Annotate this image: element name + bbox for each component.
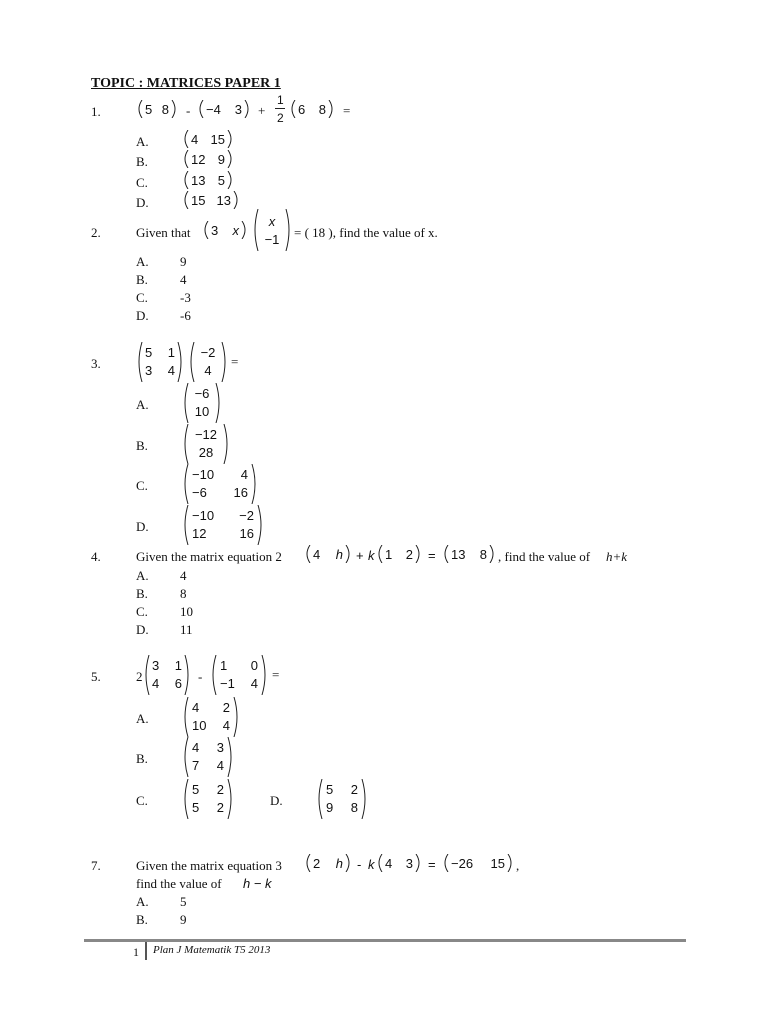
footer-separator xyxy=(145,942,147,960)
option-matrix xyxy=(182,464,258,504)
row-matrix xyxy=(289,100,335,118)
option-value: 5 xyxy=(180,894,187,909)
matrix-cell: 12 xyxy=(191,152,206,167)
option-label[interactable]: C. xyxy=(136,604,148,619)
option-label[interactable]: A. xyxy=(136,134,149,149)
matrix-cell: 0 xyxy=(250,658,258,673)
matrix-cell: −1 xyxy=(264,232,280,247)
matrix-cell: x xyxy=(268,214,276,229)
equals-sign: = xyxy=(343,103,351,118)
option-value: 8 xyxy=(180,586,187,601)
matrix-cell: 8 xyxy=(350,800,358,815)
matrix-cell: −12 xyxy=(194,427,218,442)
matrix-cell: 4 xyxy=(222,718,230,733)
plus-sign: + xyxy=(258,103,266,118)
option-matrix xyxy=(182,130,234,148)
option-label[interactable]: C. xyxy=(136,793,148,808)
equals-sign: = xyxy=(428,548,436,563)
matrix-cell: 3 xyxy=(405,856,413,871)
matrix-cell: 15 xyxy=(210,132,225,147)
matrix-cell: 4 xyxy=(192,700,200,715)
option-value: 11 xyxy=(180,622,193,637)
matrix-cell: 2 xyxy=(350,782,358,797)
option-label[interactable]: B. xyxy=(136,154,148,169)
matrix-cell: 2 xyxy=(313,856,321,871)
matrix-cell: h xyxy=(335,856,343,871)
page-title: TOPIC : MATRICES PAPER 1 xyxy=(91,76,281,91)
question-number: 1. xyxy=(91,104,101,119)
matrix-cell: 10 xyxy=(192,718,207,733)
option-label[interactable]: A. xyxy=(136,711,149,726)
option-label[interactable]: D. xyxy=(136,308,149,323)
footer-divider xyxy=(84,939,686,942)
expression: h+k xyxy=(606,549,628,564)
question-text: find the value of xyxy=(136,876,222,891)
matrix-cell: 10 xyxy=(194,404,210,419)
option-label[interactable]: B. xyxy=(136,912,148,927)
option-label[interactable]: B. xyxy=(136,272,148,287)
question-number: 3. xyxy=(91,356,101,371)
option-matrix xyxy=(182,424,230,464)
equals-sign: = xyxy=(231,354,239,369)
option-value: 9 xyxy=(180,254,187,269)
row-matrix xyxy=(136,100,178,118)
matrix-cell: h xyxy=(335,547,343,562)
option-matrix xyxy=(182,505,264,545)
matrix-cell: 9 xyxy=(326,800,334,815)
comma: , xyxy=(516,858,520,873)
plus-sign: + xyxy=(356,548,364,563)
footer-text: Plan J Matematik T5 2013 xyxy=(153,944,271,956)
option-value: -6 xyxy=(180,308,191,323)
matrix-cell: 4 xyxy=(167,363,175,378)
matrix-cell: 4 xyxy=(313,547,321,562)
matrix-cell: −10 xyxy=(192,467,215,482)
matrix-cell: 3 xyxy=(216,740,224,755)
row-matrix xyxy=(442,545,496,563)
option-value: 9 xyxy=(180,912,187,927)
row-matrix xyxy=(442,854,514,872)
question-number: 4. xyxy=(91,549,101,564)
option-label[interactable]: A. xyxy=(136,397,149,412)
matrix-cell: 3 xyxy=(234,102,242,117)
option-label[interactable]: C. xyxy=(136,175,148,190)
option-label[interactable]: D. xyxy=(136,519,149,534)
matrix-cell: −10 xyxy=(192,508,215,523)
matrix-cell: 5 xyxy=(217,173,225,188)
equals-sign: = xyxy=(428,857,436,872)
matrix-cell: 8 xyxy=(318,102,326,117)
row-matrix xyxy=(304,854,352,872)
matrix-cell: 13 xyxy=(191,173,206,188)
option-label[interactable]: D. xyxy=(136,622,149,637)
minus-sign: - xyxy=(198,669,203,684)
option-value: 4 xyxy=(180,272,187,287)
square-matrix xyxy=(136,342,184,382)
row-matrix xyxy=(376,545,422,563)
option-label[interactable]: B. xyxy=(136,438,148,453)
matrix-cell: 4 xyxy=(204,363,212,378)
square-matrix xyxy=(210,655,268,695)
fraction-bar xyxy=(275,108,285,109)
minus-sign: - xyxy=(186,103,191,118)
expression: h − k xyxy=(243,876,272,891)
matrix-cell: 4 xyxy=(250,676,258,691)
question-text: , find the value of xyxy=(498,549,591,564)
row-matrix xyxy=(202,221,248,239)
matrix-cell: 1 xyxy=(167,345,175,360)
matrix-cell: 2 xyxy=(216,782,224,797)
matrix-cell: 5 xyxy=(145,345,153,360)
square-matrix xyxy=(143,655,191,695)
matrix-cell: x xyxy=(232,223,239,238)
option-matrix xyxy=(182,191,240,209)
option-matrix xyxy=(182,697,240,737)
question-number: 5. xyxy=(91,669,101,684)
matrix-cell: 2 xyxy=(405,547,413,562)
column-matrix xyxy=(188,342,228,382)
matrix-cell: 15 xyxy=(191,193,206,208)
fraction-denominator: 2 xyxy=(277,111,284,125)
option-label[interactable]: A. xyxy=(136,894,149,909)
option-label[interactable]: B. xyxy=(136,751,148,766)
matrix-cell: 4 xyxy=(152,676,160,691)
matrix-cell: 3 xyxy=(211,223,219,238)
option-label[interactable]: C. xyxy=(136,290,148,305)
option-matrix xyxy=(182,150,234,168)
question-number: 2. xyxy=(91,225,101,240)
matrix-cell: 6 xyxy=(174,676,182,691)
matrix-cell: 16 xyxy=(233,485,248,500)
option-matrix xyxy=(182,383,222,423)
option-label[interactable]: A. xyxy=(136,254,149,269)
option-label[interactable]: D. xyxy=(136,195,149,210)
question-text: Given the matrix equation 3 xyxy=(136,858,282,873)
equals-sign: = xyxy=(272,667,280,682)
matrix-cell: 2 xyxy=(222,700,230,715)
fraction-numerator: 1 xyxy=(277,93,284,107)
matrix-cell: −1 xyxy=(220,676,235,691)
matrix-cell: 28 xyxy=(198,445,214,460)
matrix-cell: −6 xyxy=(192,485,207,500)
matrix-cell: 5 xyxy=(326,782,334,797)
matrix-cell: 9 xyxy=(217,152,225,167)
matrix-cell: 4 xyxy=(240,467,248,482)
scalar: 2 xyxy=(136,669,143,684)
matrix-cell: 12 xyxy=(192,526,207,541)
matrix-cell: 8 xyxy=(479,547,487,562)
matrix-cell: 3 xyxy=(152,658,160,673)
question-number: 7. xyxy=(91,858,101,873)
option-matrix xyxy=(182,779,234,819)
option-matrix xyxy=(182,171,234,189)
option-label[interactable]: D. xyxy=(270,793,283,808)
page-number: 1 xyxy=(133,945,139,959)
minus-sign: - xyxy=(357,857,362,872)
option-label[interactable]: A. xyxy=(136,568,149,583)
option-matrix xyxy=(182,737,234,777)
option-value: -3 xyxy=(180,290,191,305)
option-label[interactable]: B. xyxy=(136,586,148,601)
matrix-cell: −26 xyxy=(451,856,474,871)
matrix-cell: −2 xyxy=(239,508,254,523)
option-matrix xyxy=(316,779,368,819)
matrix-cell: 5 xyxy=(145,102,153,117)
matrix-cell: 13 xyxy=(451,547,466,562)
option-value: 10 xyxy=(180,604,193,619)
question-text: Given that xyxy=(136,225,191,240)
matrix-cell: 15 xyxy=(490,856,505,871)
matrix-cell: 2 xyxy=(216,800,224,815)
matrix-cell: 3 xyxy=(145,363,153,378)
matrix-cell: 1 xyxy=(220,658,228,673)
matrix-cell: 4 xyxy=(385,856,393,871)
matrix-cell: −4 xyxy=(206,102,221,117)
matrix-cell: −6 xyxy=(194,386,210,401)
row-matrix xyxy=(304,545,352,563)
matrix-cell: 4 xyxy=(216,758,224,773)
option-value: 4 xyxy=(180,568,187,583)
matrix-cell: 5 xyxy=(192,800,200,815)
matrix-cell: 7 xyxy=(192,758,200,773)
scalar: k xyxy=(368,857,375,872)
row-matrix xyxy=(376,854,422,872)
column-matrix xyxy=(252,209,292,251)
matrix-cell: 13 xyxy=(216,193,231,208)
matrix-cell: 8 xyxy=(161,102,169,117)
matrix-cell: 1 xyxy=(385,547,393,562)
matrix-cell: 4 xyxy=(191,132,199,147)
scalar: k xyxy=(368,548,375,563)
matrix-cell: 16 xyxy=(239,526,254,541)
matrix-cell: 1 xyxy=(174,658,182,673)
matrix-cell: 5 xyxy=(192,782,200,797)
matrix-cell: 6 xyxy=(298,102,306,117)
option-label[interactable]: C. xyxy=(136,478,148,493)
matrix-cell: 4 xyxy=(192,740,200,755)
question-text: Given the matrix equation 2 xyxy=(136,549,282,564)
row-matrix xyxy=(197,100,251,118)
matrix-cell: −2 xyxy=(200,345,216,360)
question-text: = ( 18 ), find the value of x. xyxy=(294,225,438,240)
